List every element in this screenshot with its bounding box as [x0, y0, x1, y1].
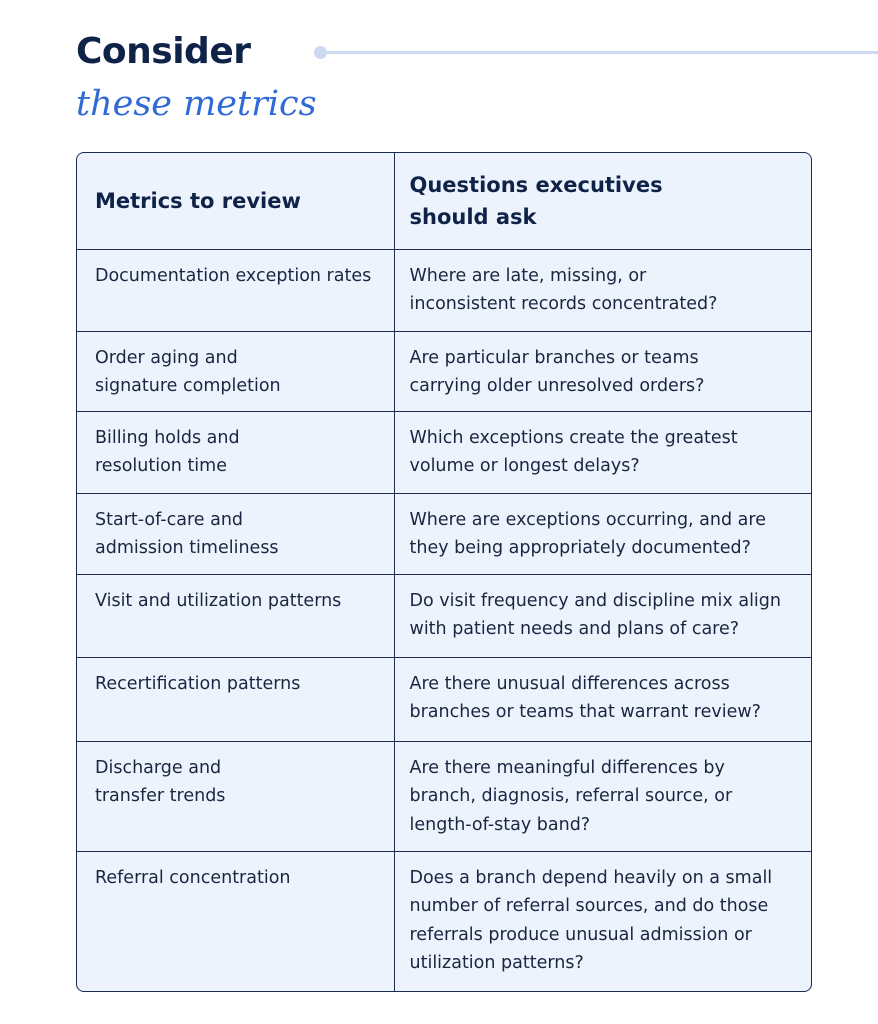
column-header-metrics: Metrics to review — [77, 153, 394, 249]
table-row — [77, 411, 812, 493]
decorative-line — [321, 51, 878, 54]
metric-cell: Documentation exception rates — [77, 249, 394, 331]
metric-cell: Billing holds and resolution time — [77, 411, 394, 493]
table-row — [77, 657, 812, 741]
metric-cell: Discharge and transfer trends — [77, 741, 394, 851]
table-row — [77, 249, 812, 331]
question-cell: Where are exceptions occurring, and are they being appropriately documented? — [394, 493, 812, 574]
metric-cell: Start-of-care and admission timeliness — [77, 493, 394, 574]
question-cell: Which exceptions create the greatest volume or longest delays? — [394, 411, 812, 493]
metrics-table — [76, 152, 812, 992]
question-cell: Are there unusual differences across branches or teams that warrant review? — [394, 657, 812, 741]
column-header-questions — [394, 153, 812, 249]
metric-cell: Recertification patterns — [77, 657, 394, 741]
table-row — [77, 741, 812, 851]
question-cell: Do visit frequency and discipline mix align with patient needs and plans of care? — [394, 574, 812, 657]
question-cell: Does a branch depend heavily on a small number of referral sources, and do those referrals produce unusual admission or utilization patterns? — [394, 851, 812, 992]
metric-cell: Visit and utilization patterns — [77, 574, 394, 657]
table-row — [77, 574, 812, 657]
page-title: Consider — [76, 31, 251, 72]
column-header-questions-text: Questions executives should ask — [409, 172, 663, 229]
table-row — [77, 851, 812, 992]
table-row — [77, 331, 812, 411]
question-cell: Are particular branches or teams carrying older unresolved orders? — [394, 331, 812, 411]
table-header-row — [77, 153, 812, 249]
metric-cell: Order aging and signature completion — [77, 331, 394, 411]
page-subtitle: these metrics — [76, 84, 317, 124]
question-cell: Are there meaningful differences by branch, diagnosis, referral source, or length-of-stay band? — [394, 741, 812, 851]
metric-cell: Referral concentration — [77, 851, 394, 992]
table-row — [77, 493, 812, 574]
question-cell: Where are late, missing, or inconsistent records concentrated? — [394, 249, 812, 331]
